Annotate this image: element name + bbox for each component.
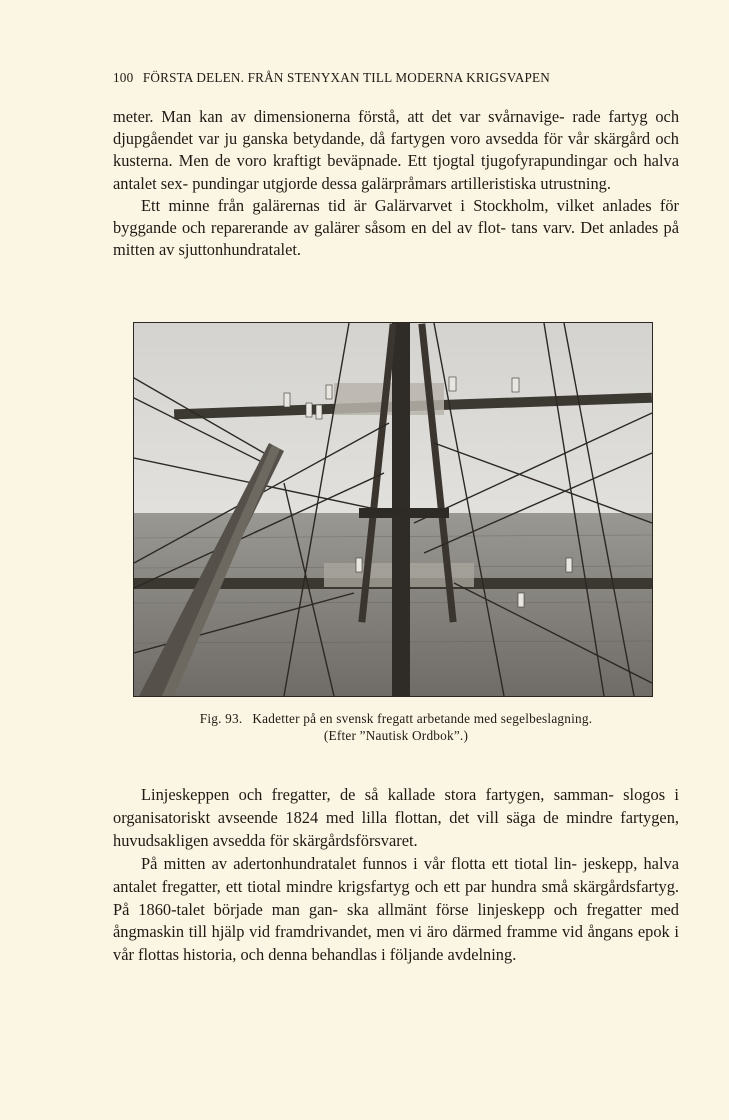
paragraph	[113, 853, 679, 968]
top-paragraphs	[113, 106, 679, 261]
text-line: ska allmänt förse linjeskepp och fregatter med ångmaskin till hjälp	[113, 899, 679, 942]
bottom-paragraphs	[113, 784, 679, 967]
text-line: flottas historia, och denna behandlas i följande avdelning.	[138, 945, 517, 965]
text-line: meter. Man kan av dimensionerna förstå, att det var svårnavige-	[113, 107, 565, 126]
text-line: tans varv. Det anlades på mitten av sjuttonhundratalet.	[113, 218, 680, 260]
figure-caption	[113, 710, 679, 744]
paragraph	[113, 106, 679, 195]
caption-text: Kadetter på en svensk fregatt arbetande med segelbeslagning.	[252, 711, 593, 726]
page-number: 100	[113, 70, 134, 85]
text-line: Ett minne från galärernas tid är Galärvarvet i Stockholm, vilket	[141, 195, 595, 215]
paragraph	[113, 784, 679, 853]
text-line: voro avsedda för vår skärgård och kusterna. Men de voro kraftigt	[113, 129, 679, 171]
running-title: FÖRSTA DELEN. FRÅN STENYXAN TILL MODERNA KRIGSVAPEN	[142, 70, 551, 85]
figure-label: Fig. 93.	[199, 711, 243, 726]
text-line: slogos i organisatoriskt avseende 1824 med lilla flottan, det vill säga	[113, 785, 679, 827]
text-line: de mindre fartygen, huvudsakligen avsedda för skärgårdsförsvaret.	[113, 807, 679, 850]
running-header	[113, 70, 673, 86]
text-line: pundingar utgjorde dessa galärpråmars artilleristiska utrustning.	[192, 173, 611, 193]
text-line: vid framdrivandet, men vi äro därmed framme vid ångans epok i vår	[113, 922, 679, 965]
text-line: anlades för byggande och reparerande av galärer såsom en del av flot-	[113, 195, 680, 238]
text-line: Linjeskeppen och fregatter, de så kallade stora fartygen, samman-	[141, 785, 614, 804]
text-line: rade fartyg och djupgåendet var ju ganska betydande, då fartygen	[113, 107, 680, 149]
caption-source: (Efter ”Nautisk Ordbok”.)	[323, 728, 469, 743]
text-line: jeskepp, halva antalet fregatter, ett tiotal mindre krigsfartyg och ett	[113, 853, 679, 896]
text-line: par hundra små skärgårdsfartyg. På 1860-talet började man gan-	[113, 876, 679, 919]
text-line: beväpnade. Ett tjogtal tjugofyrapundingar och halva antalet sex-	[113, 151, 679, 193]
text-line: På mitten av adertonhundratalet funnos i vår flotta ett tiotal lin-	[141, 853, 577, 873]
ship-rigging-photograph	[133, 322, 653, 697]
paragraph	[113, 195, 679, 262]
